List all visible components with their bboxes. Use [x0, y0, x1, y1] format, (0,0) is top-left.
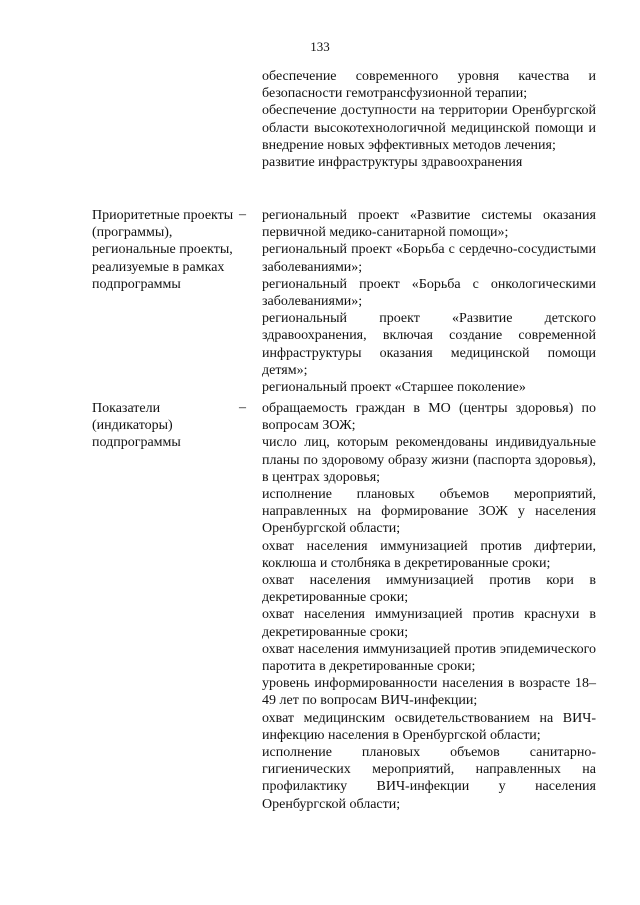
intro-line: обеспечение доступности на территории Оренбургской области высокотехнологичной медицинской помощи и внедрение новых эффективных методов лечения;	[262, 103, 596, 153]
intro-line: развитие инфраструктуры здравоохранения	[262, 155, 523, 171]
page-number: 133	[310, 39, 330, 54]
section-dash: –	[239, 400, 246, 415]
list-item: исполнение плановых объемов мероприятий, направленных на формирование ЗОЖ у населения Оренбургской области;	[262, 487, 596, 537]
list-item: охват населения иммунизацией против дифтерии, коклюша и столбняка в декретированные сроки;	[262, 538, 596, 571]
section-dash: –	[239, 207, 246, 222]
list-item: региональный проект «Развитие детского здравоохранения, включая создание современной инфраструктуры оказания медицинской помощи детям»;	[262, 311, 596, 378]
list-item: охват населения иммунизацией против кори в декретированные сроки;	[262, 573, 596, 606]
list-item: обращаемость граждан в МО (центры здоровья) по вопросам ЗОЖ;	[262, 401, 596, 434]
intro-line: обеспечение современного уровня качества и безопасности гемотрансфузионной терапии;	[262, 69, 596, 102]
projects-list	[262, 207, 596, 396]
list-item: охват медицинским освидетельствованием на ВИЧ-инфекцию населения в Оренбургской области;	[262, 710, 596, 743]
list-item: региональный проект «Борьба с сердечно-сосудистыми заболеваниями»;	[262, 242, 596, 275]
list-item: охват населения иммунизацией против эпидемического паротита в декретированные сроки;	[262, 641, 596, 675]
list-item: региональный проект «Старшее поколение»	[262, 380, 526, 396]
list-item: охват населения иммунизацией против краснухи в декретированные сроки;	[262, 607, 596, 640]
list-item: региональный проект «Развитие системы оказания первичной медико-санитарной помощи»;	[262, 208, 596, 241]
list-item: региональный проект «Борьба с онкологическими заболеваниями»;	[262, 276, 596, 310]
list-item: исполнение плановых объемов санитарно-гигиенических мероприятий, направленных на профилактику ВИЧ-инфекции у населения Оренбургской области;	[262, 745, 596, 812]
list-item: число лиц, которым рекомендованы индивидуальные планы по здоровому образу жизни (паспорта здоровья), в центрах здоровья;	[262, 435, 596, 485]
indicators-list	[262, 400, 596, 813]
intro-text-block	[262, 68, 596, 171]
list-item: уровень информированности населения в возрасте 18–49 лет по вопросам ВИЧ-инфекции;	[262, 676, 596, 709]
section-label-projects: Приоритетные проекты (программы), региональные проекты, реализуемые в рамках подпрограммы	[92, 208, 234, 292]
section-label-indicators: Показатели (индикаторы) подпрограммы	[92, 401, 181, 451]
